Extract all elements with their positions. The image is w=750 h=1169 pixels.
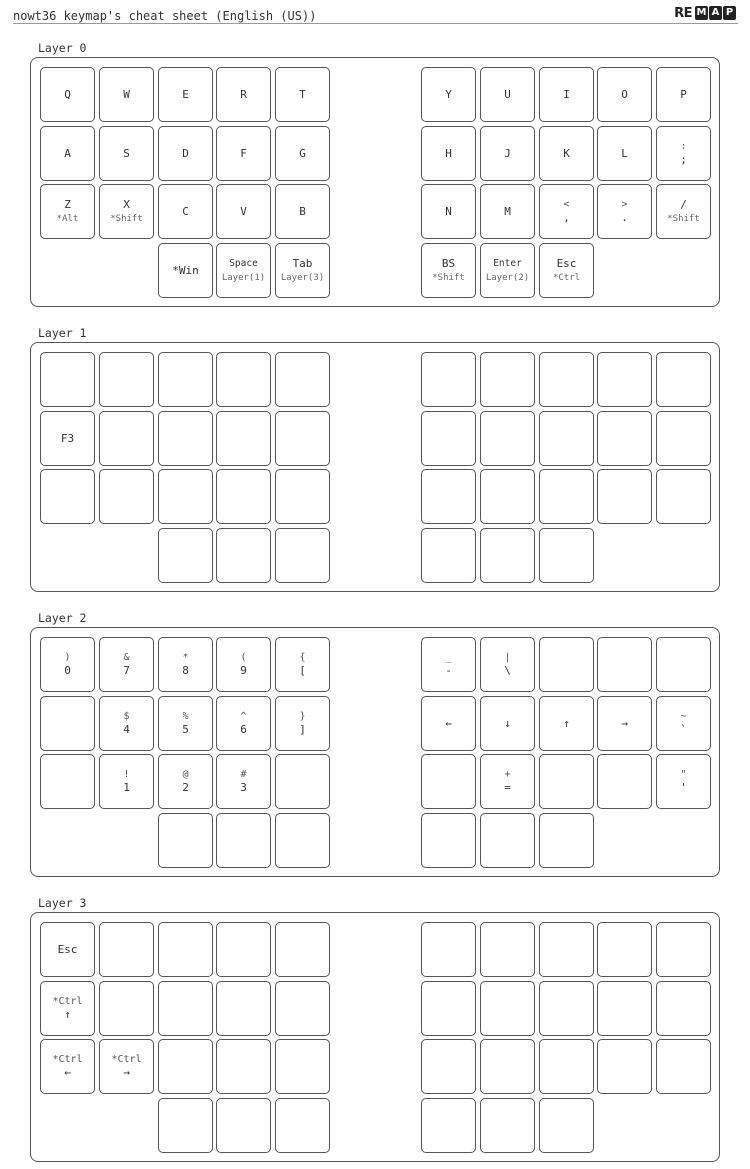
keycap — [275, 696, 330, 751]
keycap — [480, 411, 535, 466]
keycap — [539, 981, 594, 1036]
keycap-legend: J — [504, 146, 511, 160]
keycap-legend: Q — [64, 87, 71, 101]
keycap-legend: , — [563, 211, 570, 224]
logo-letter-box: A — [709, 6, 722, 20]
keycap — [40, 126, 95, 181]
keycap — [597, 1039, 652, 1094]
keycap — [656, 352, 711, 407]
keycap — [99, 696, 154, 751]
keycap — [597, 184, 652, 239]
keycap — [597, 126, 652, 181]
keycap-legend: G — [299, 146, 306, 160]
keycap — [421, 184, 476, 239]
keycap — [597, 67, 652, 122]
keycap — [158, 696, 213, 751]
keycap — [597, 696, 652, 751]
keycap — [421, 528, 476, 583]
keycap-legend: 8 — [182, 664, 189, 677]
keycap — [656, 411, 711, 466]
layer-label: Layer 2 — [38, 611, 87, 625]
keycap-legend: [ — [299, 664, 306, 677]
keycap — [480, 922, 535, 977]
keycap-legend: 4 — [123, 723, 130, 736]
keycap — [597, 411, 652, 466]
keycap-legend: E — [182, 87, 189, 101]
keycap — [597, 352, 652, 407]
keycap — [216, 754, 271, 809]
keycap — [216, 352, 271, 407]
keycap-legend: V — [240, 204, 247, 218]
keycap — [216, 922, 271, 977]
keycap-shift-legend: @ — [182, 769, 189, 780]
keycap — [480, 637, 535, 692]
keycap — [421, 126, 476, 181]
keycap — [40, 637, 95, 692]
keycap — [656, 67, 711, 122]
keycap-shift-legend: ! — [123, 769, 130, 780]
keycap — [539, 126, 594, 181]
keycap-shift-legend: *Ctrl — [52, 1054, 83, 1065]
keycap-shift-legend: : — [680, 141, 687, 152]
keycap-legend: O — [621, 87, 628, 101]
keycap — [275, 352, 330, 407]
keycap — [421, 981, 476, 1036]
keycap — [216, 243, 271, 298]
keycap — [158, 922, 213, 977]
keycap — [539, 411, 594, 466]
keycap-legend: ↑ — [64, 1008, 71, 1021]
keycap — [99, 637, 154, 692]
keycap-legend: K — [563, 146, 570, 160]
keycap-legend: R — [240, 87, 247, 101]
keycap-legend: \ — [504, 664, 511, 677]
keycap — [656, 126, 711, 181]
keycap — [421, 469, 476, 524]
keycap-shift-legend: & — [123, 652, 130, 663]
keycap-legend: Tab — [292, 257, 313, 270]
keycap-legend: B — [299, 204, 306, 218]
keycap — [421, 1039, 476, 1094]
keycap-shift-legend: | — [504, 652, 511, 663]
keycap-legend: U — [504, 87, 511, 101]
keycap — [539, 352, 594, 407]
keycap-legend: ← — [445, 716, 452, 730]
keycap — [656, 469, 711, 524]
keycap-shift-legend: " — [680, 769, 687, 780]
keycap — [480, 352, 535, 407]
keycap-legend: Esc — [57, 942, 78, 956]
keycap-shift-legend: _ — [445, 652, 452, 663]
layer-label: Layer 1 — [38, 326, 87, 340]
keycap — [275, 411, 330, 466]
layer-panel — [30, 912, 720, 1162]
keycap — [99, 126, 154, 181]
keycap-shift-legend: # — [240, 769, 247, 780]
keycap-legend: BS — [441, 257, 456, 270]
keycap — [480, 67, 535, 122]
keycap-shift-legend: { — [299, 652, 306, 663]
keycap — [597, 981, 652, 1036]
keycap — [40, 922, 95, 977]
keycap — [539, 637, 594, 692]
logo-letter-box: M — [696, 7, 707, 18]
keycap-legend: 0 — [64, 664, 71, 677]
keycap — [216, 184, 271, 239]
keycap — [480, 1039, 535, 1094]
keycap — [539, 813, 594, 868]
keycap — [99, 1039, 154, 1094]
keycap — [539, 1039, 594, 1094]
keycap-shift-legend: + — [504, 769, 511, 780]
keycap — [539, 469, 594, 524]
keycap-legend: *Win — [172, 263, 199, 277]
keycap-hold-legend: Layer(3) — [280, 273, 325, 283]
keycap-legend: 9 — [240, 664, 247, 677]
keycap-shift-legend: < — [563, 199, 570, 210]
keycap — [158, 981, 213, 1036]
keycap-legend: N — [445, 204, 452, 218]
keycap — [656, 1039, 711, 1094]
keycap-shift-legend: % — [182, 711, 189, 722]
keycap — [40, 1039, 95, 1094]
keycap-legend: H — [445, 146, 452, 160]
keycap-shift-legend: *Ctrl — [111, 1054, 142, 1065]
keycap-legend: A — [64, 146, 71, 160]
keycap — [539, 696, 594, 751]
keycap — [656, 922, 711, 977]
logo-letter-box: P — [723, 6, 736, 20]
keycap — [275, 754, 330, 809]
keycap — [539, 1098, 594, 1153]
keycap — [158, 67, 213, 122]
remap-logo — [674, 4, 736, 22]
keycap — [158, 352, 213, 407]
keycap-legend: ] — [299, 723, 306, 736]
layer-panel — [30, 342, 720, 592]
keycap-legend: ← — [64, 1066, 71, 1079]
keycap — [40, 754, 95, 809]
keycap-legend: M — [504, 204, 511, 218]
keycap-legend: L — [621, 146, 628, 160]
keycap — [99, 352, 154, 407]
layer-label: Layer 3 — [38, 896, 87, 910]
keycap-shift-legend: * — [182, 652, 189, 663]
keycap — [216, 1098, 271, 1153]
keycap — [539, 67, 594, 122]
keycap — [275, 813, 330, 868]
keycap-legend: Z — [64, 198, 71, 211]
keycap — [216, 411, 271, 466]
keycap — [40, 352, 95, 407]
keycap-hold-legend: Layer(1) — [221, 273, 266, 283]
keycap — [275, 528, 330, 583]
keycap — [275, 1098, 330, 1153]
keycap — [480, 184, 535, 239]
keycap-legend: ` — [680, 723, 687, 736]
keycap — [216, 528, 271, 583]
layer-label: Layer 0 — [38, 41, 87, 55]
keycap — [480, 754, 535, 809]
keycap — [597, 637, 652, 692]
keycap — [480, 126, 535, 181]
keycap — [216, 469, 271, 524]
keycap-shift-legend: $ — [123, 711, 130, 722]
keycap — [275, 922, 330, 977]
keycap-legend: F — [240, 146, 247, 160]
keycap-legend: C — [182, 204, 189, 218]
page-header — [13, 5, 738, 24]
keycap — [656, 754, 711, 809]
keycap — [40, 184, 95, 239]
layer-panel — [30, 627, 720, 877]
keycap-legend: 2 — [182, 781, 189, 794]
keycap — [216, 696, 271, 751]
keycap-legend: W — [123, 87, 130, 101]
keycap — [421, 352, 476, 407]
keycap-legend: Y — [445, 87, 452, 101]
keycap — [480, 469, 535, 524]
keycap — [99, 922, 154, 977]
keycap — [421, 813, 476, 868]
keycap-legend: T — [299, 87, 306, 101]
keycap — [275, 184, 330, 239]
keycap-legend: Enter — [493, 258, 522, 269]
keycap — [216, 1039, 271, 1094]
keycap — [656, 637, 711, 692]
keycap-legend: = — [504, 781, 511, 794]
keycap — [216, 813, 271, 868]
keycap-hold-legend: *Shift — [110, 214, 143, 224]
keycap — [40, 981, 95, 1036]
keycap — [158, 126, 213, 181]
keycap — [421, 243, 476, 298]
keycap-legend: → — [621, 716, 628, 730]
keycap — [158, 813, 213, 868]
keycap-hold-legend: *Alt — [56, 214, 79, 224]
keycap — [158, 469, 213, 524]
keycap — [656, 981, 711, 1036]
keycap-legend: 5 — [182, 723, 189, 736]
keycap — [216, 981, 271, 1036]
keycap — [597, 469, 652, 524]
keycap — [275, 126, 330, 181]
keycap-legend: D — [182, 146, 189, 160]
keycap — [158, 411, 213, 466]
keycap-legend: 1 — [123, 781, 130, 794]
keycap — [40, 67, 95, 122]
keycap — [275, 469, 330, 524]
keycap — [421, 1098, 476, 1153]
keycap-legend: 3 — [240, 781, 247, 794]
keycap-legend: ' — [680, 781, 687, 794]
keycap — [40, 411, 95, 466]
keycap-legend: S — [123, 146, 130, 160]
keycap — [480, 243, 535, 298]
keycap — [539, 184, 594, 239]
keycap-legend: 6 — [240, 723, 247, 736]
keycap — [421, 696, 476, 751]
keycap — [421, 637, 476, 692]
keycap-hold-legend: *Shift — [667, 214, 700, 224]
keycap — [216, 637, 271, 692]
keycap-legend: X — [123, 198, 130, 211]
keycap-hold-legend: Layer(2) — [485, 273, 530, 283]
keycap-shift-legend: ) — [64, 652, 71, 663]
keycap — [539, 922, 594, 977]
keycap — [421, 922, 476, 977]
keycap-shift-legend: *Ctrl — [52, 996, 83, 1007]
keycap — [158, 184, 213, 239]
keycap — [40, 696, 95, 751]
keycap — [99, 981, 154, 1036]
keycap — [275, 981, 330, 1036]
keycap-legend: ↑ — [563, 716, 570, 730]
keycap-hold-legend: *Ctrl — [552, 273, 581, 283]
keycap — [40, 469, 95, 524]
keycap — [275, 67, 330, 122]
keycap-legend: Esc — [556, 257, 577, 270]
keycap-legend: - — [445, 664, 452, 677]
layer-panel — [30, 57, 720, 307]
keycap-legend: P — [680, 87, 687, 101]
keycap — [99, 411, 154, 466]
keycap-legend: ↓ — [504, 716, 511, 730]
keycap — [99, 754, 154, 809]
keycap-legend: F3 — [60, 431, 75, 445]
keycap-shift-legend: ( — [240, 652, 247, 663]
keycap-legend: → — [123, 1066, 130, 1079]
keycap — [99, 67, 154, 122]
keycap-hold-legend: *Shift — [432, 273, 465, 283]
keycap — [656, 696, 711, 751]
logo-text: RE — [674, 5, 692, 21]
keycap — [597, 754, 652, 809]
keycap — [480, 696, 535, 751]
keycap-legend: / — [680, 198, 687, 211]
keycap — [216, 126, 271, 181]
keycap — [158, 1039, 213, 1094]
keycap — [597, 922, 652, 977]
keycap — [275, 243, 330, 298]
keycap — [421, 67, 476, 122]
keycap — [539, 243, 594, 298]
keycap — [158, 1098, 213, 1153]
keycap-shift-legend: } — [299, 711, 306, 722]
keycap — [216, 67, 271, 122]
keycap — [158, 754, 213, 809]
keycap — [480, 981, 535, 1036]
keycap — [99, 469, 154, 524]
keycap — [656, 184, 711, 239]
keycap-shift-legend: ~ — [680, 711, 687, 722]
keycap — [421, 411, 476, 466]
keycap — [275, 637, 330, 692]
keycap — [480, 1098, 535, 1153]
keycap — [158, 243, 213, 298]
keycap-legend: Space — [229, 258, 258, 269]
page-title: nowt36 keymap's cheat sheet (English (US)) — [13, 9, 317, 23]
keycap — [539, 754, 594, 809]
keycap-legend: ; — [680, 153, 687, 166]
keycap-legend: 7 — [123, 664, 130, 677]
keycap — [99, 184, 154, 239]
keycap — [158, 528, 213, 583]
keycap-legend: I — [563, 87, 570, 101]
keycap — [480, 813, 535, 868]
keycap — [275, 1039, 330, 1094]
keycap — [539, 528, 594, 583]
keycap-shift-legend: ^ — [240, 711, 247, 722]
keycap-shift-legend: > — [621, 199, 628, 210]
keycap — [480, 528, 535, 583]
keycap-legend: . — [621, 211, 628, 224]
keycap — [158, 637, 213, 692]
keycap — [421, 754, 476, 809]
